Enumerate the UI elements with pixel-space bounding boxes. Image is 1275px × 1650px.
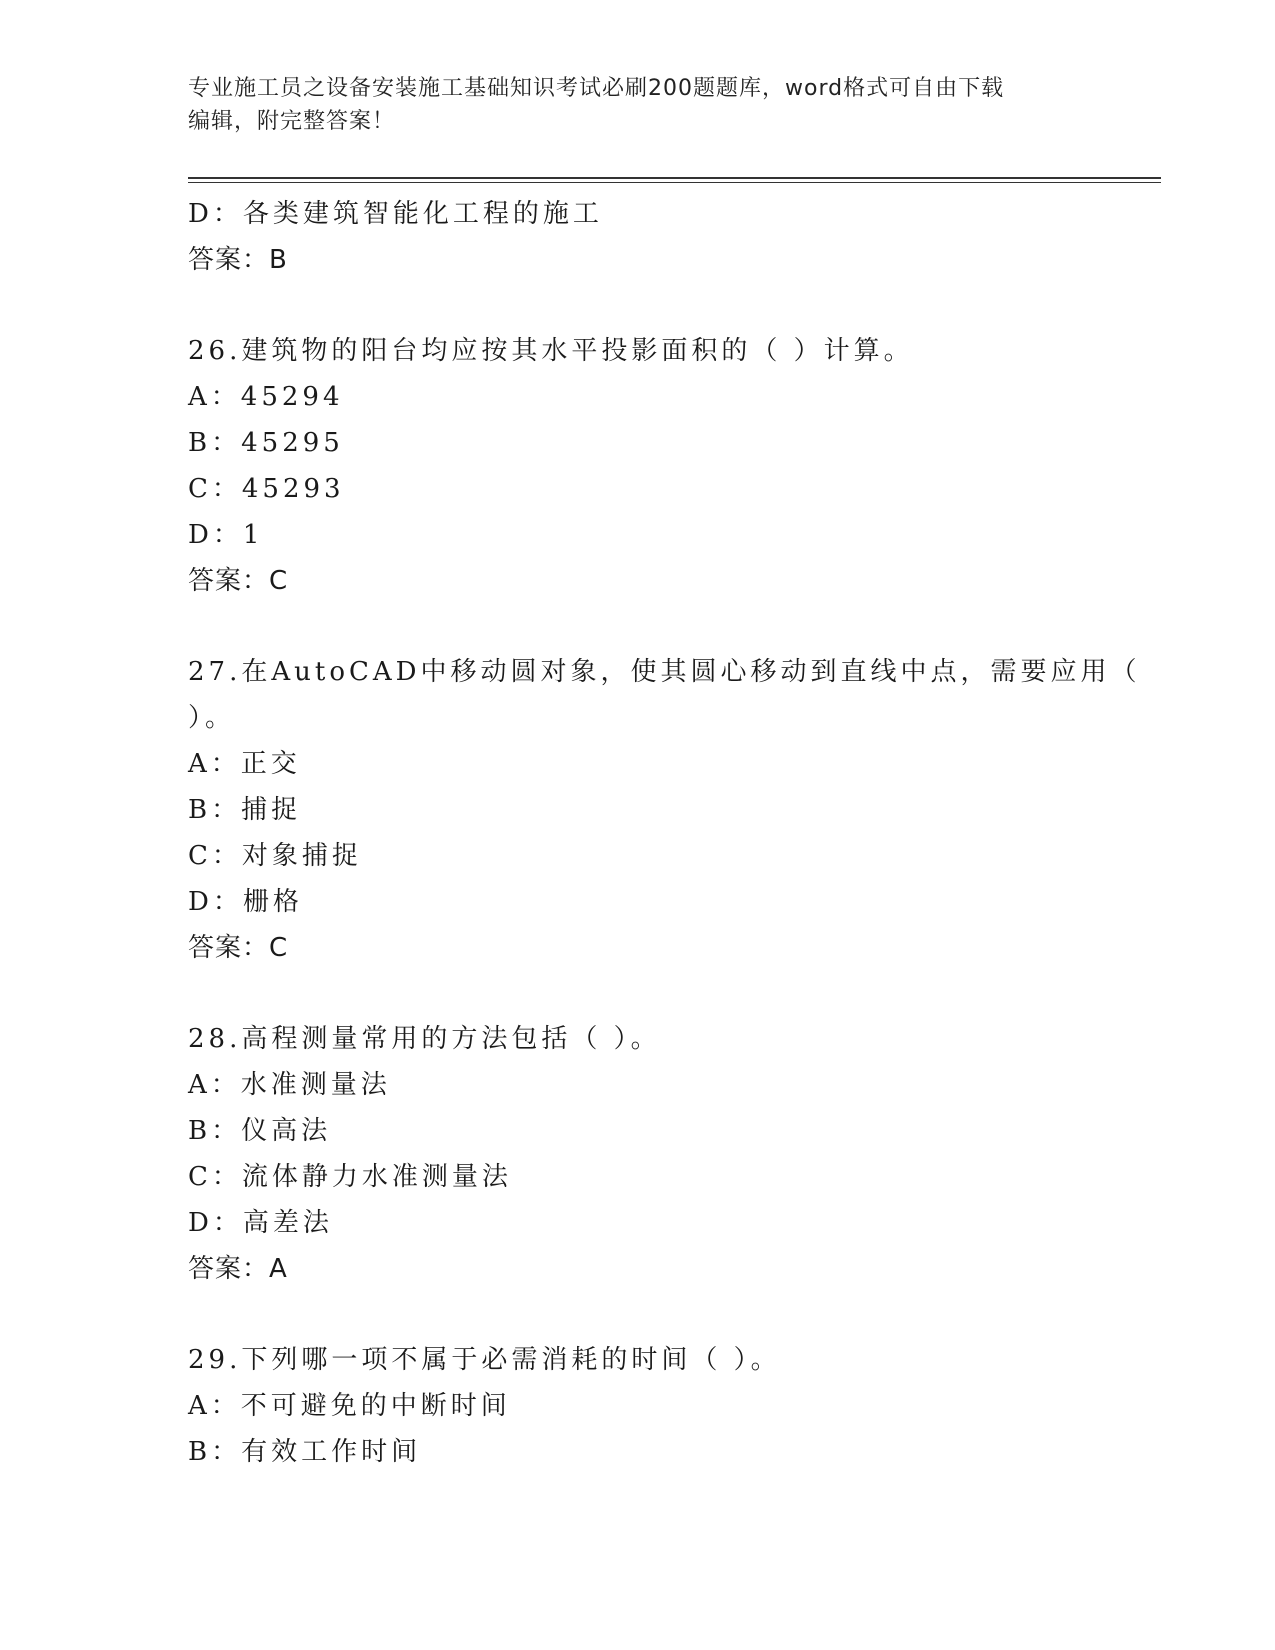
spacer [188,604,1088,649]
document-body [188,191,1141,1475]
option-d: D：高差法 [188,1208,333,1238]
question-stem-line-2: ）。 [188,703,236,733]
question-stem: 28.高程测量常用的方法包括（ ）。 [188,1024,661,1054]
spacer [188,1292,1088,1337]
header-title-line-1: 专业施工员之设备安装施工基础知识考试必刷200题题库，word格式可自由下载 [188,76,1005,101]
option-b: B：有效工作时间 [188,1437,422,1467]
header-divider-thin [188,182,1161,183]
question-block-29 [188,1337,1088,1475]
option-c: C：流体静力水准测量法 [188,1162,512,1192]
question-block-27 [188,649,1141,971]
question-stem: 26.建筑物的阳台均应按其水平投影面积的（ ）计算。 [188,336,914,366]
question-block-28 [188,1016,1088,1292]
spacer [188,283,1088,328]
answer: 答案：B [188,245,288,275]
question-block-26 [188,328,1088,604]
page-header [188,72,1088,138]
question-stem-line-1: 27.在AutoCAD中移动圆对象，使其圆心移动到直线中点，需要应用（ [188,657,1141,687]
option-a: A：水准测量法 [188,1070,391,1100]
question-stem: 29.下列哪一项不属于必需消耗的时间（ ）。 [188,1345,781,1375]
option-c: C：45293 [188,474,345,504]
header-title-line-2: 编辑，附完整答案！ [188,109,396,134]
option-b: B：仪高法 [188,1116,332,1146]
option-b: B：45295 [188,428,344,458]
option-b: B：捕捉 [188,795,302,825]
option-d: D：各类建筑智能化工程的施工 [188,199,603,229]
option-a: A：不可避免的中断时间 [188,1391,511,1421]
option-c: C：对象捕捉 [188,841,362,871]
header-divider-thick [188,177,1161,179]
answer: 答案：C [188,566,289,596]
option-a: A：正交 [188,749,301,779]
answer: 答案：A [188,1254,288,1284]
answer: 答案：C [188,933,289,963]
spacer [188,971,1088,1016]
option-d: D：栅格 [188,887,303,917]
option-a: A：45294 [188,382,344,412]
option-d: D：1 [188,520,264,550]
